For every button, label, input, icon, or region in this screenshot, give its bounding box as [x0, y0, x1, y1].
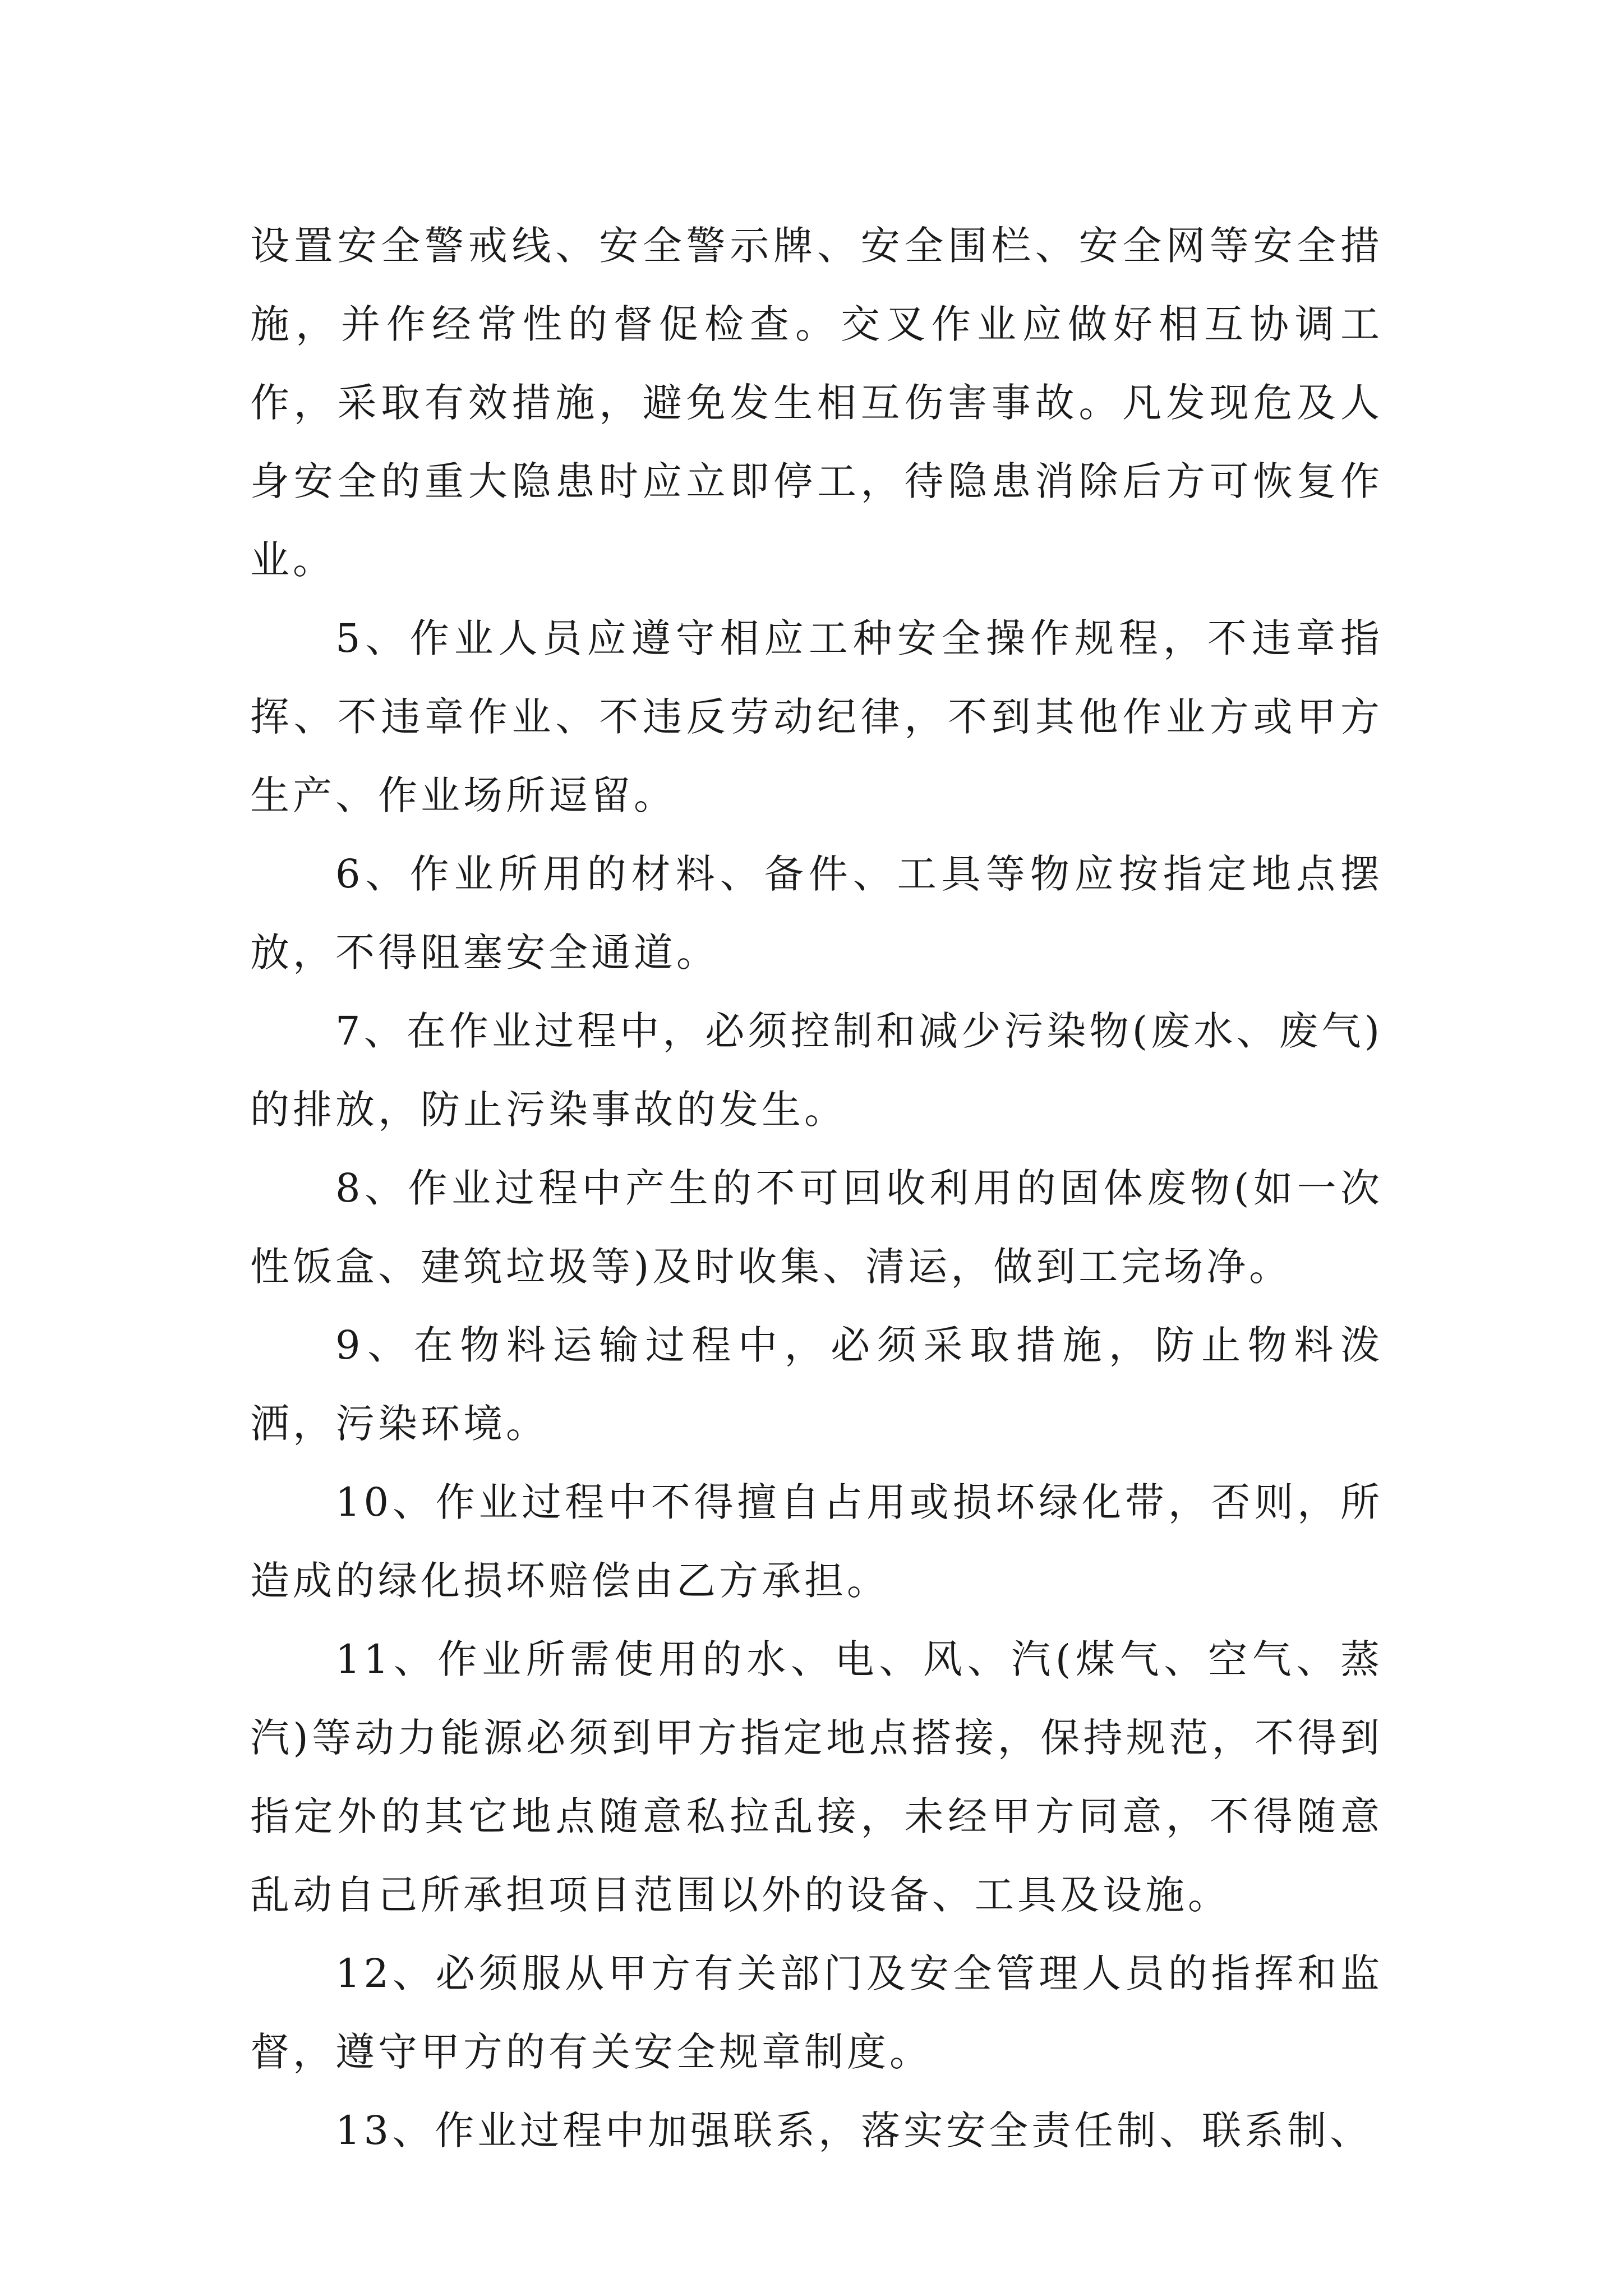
paragraph-item-7: 7、在作业过程中，必须控制和减少污染物(废水、废气)的排放，防止污染事故的发生。 [250, 1008, 1383, 1133]
document-body [250, 206, 1383, 2170]
paragraph-item-11: 11、作业所需使用的水、电、风、汽(煤气、空气、蒸汽)等动力能源必须到甲方指定地点搭接，保持规范，不得到指定外的其它地点随意私拉乱接，未经甲方同意，不得随意乱动自己所承担项目范围以外的设备、工具及设施。 [250, 1636, 1383, 1918]
paragraph-item-5: 5、作业人员应遵守相应工种安全操作规程，不违章指挥、不违章作业、不违反劳动纪律，不到其他作业方或甲方生产、作业场所逗留。 [250, 615, 1383, 818]
paragraph-item-10: 10、作业过程中不得擅自占用或损坏绿化带，否则，所造成的绿化损坏赔偿由乙方承担。 [250, 1479, 1383, 1604]
paragraph-item-12: 12、必须服从甲方有关部门及安全管理人员的指挥和监督，遵守甲方的有关安全规章制度。 [250, 1950, 1383, 2075]
paragraph-item-8: 8、作业过程中产生的不可回收利用的固体废物(如一次性饭盒、建筑垃圾等)及时收集、清运，做到工完场净。 [250, 1165, 1383, 1290]
paragraph-item-6: 6、作业所用的材料、备件、工具等物应按指定地点摆放，不得阻塞安全通道。 [250, 851, 1383, 976]
paragraph-item-13: 13、作业过程中加强联系，落实安全责任制、联系制、 [335, 2108, 1373, 2154]
paragraph-continuation: 设置安全警戒线、安全警示牌、安全围栏、安全网等安全措施，并作经常性的督促检查。交叉作业应做好相互协调工作，采取有效措施，避免发生相互伤害事故。凡发现危及人身安全的重大隐患时应立即停工，待隐患消除后方可恢复作业。 [250, 223, 1383, 583]
paragraph-item-9: 9、在物料运输过程中，必须采取措施，防止物料泼洒，污染环境。 [250, 1322, 1383, 1447]
